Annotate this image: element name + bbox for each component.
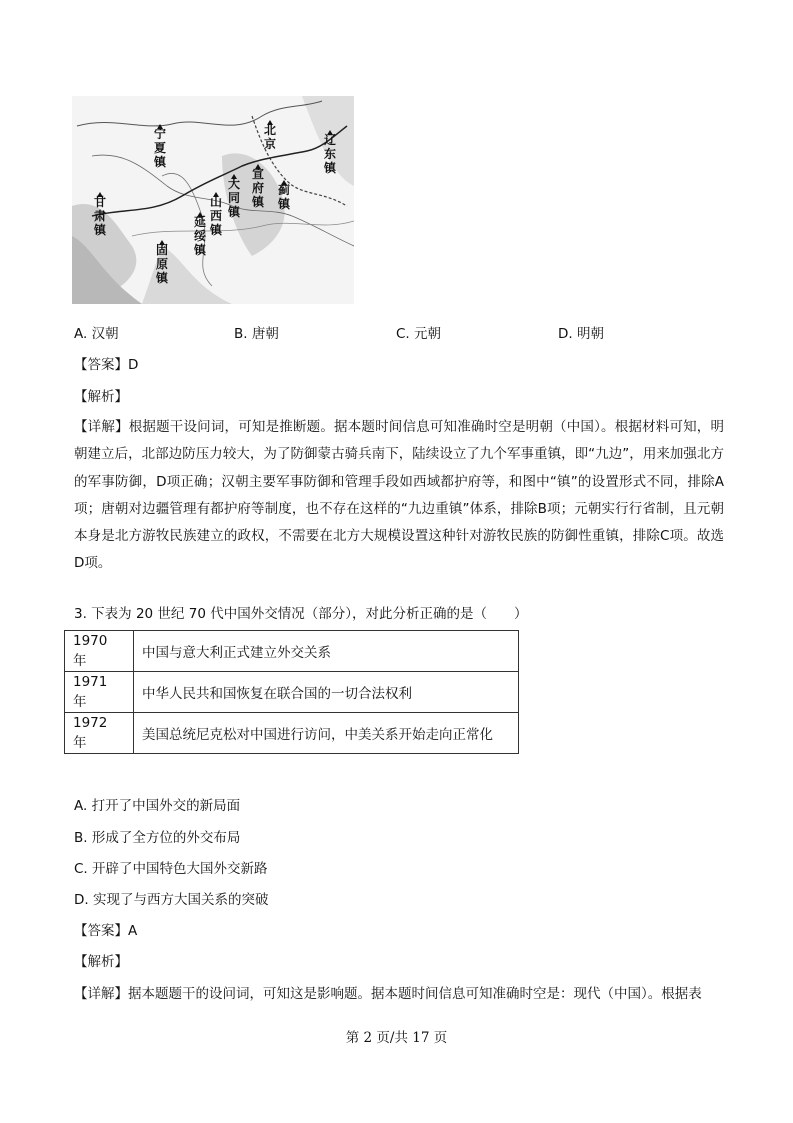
map-label-char: 山 <box>210 195 223 209</box>
map-label-char: 镇 <box>94 223 107 237</box>
map-label-char: 甘 <box>94 195 107 209</box>
table-cell-event: 美国总统尼克松对中国进行访问，中美关系开始走向正常化 <box>134 713 519 754</box>
table-cell-year: 1970 年 <box>65 631 134 672</box>
map-label-char: 原 <box>156 257 169 271</box>
q2-option-d: D. 明朝 <box>558 326 604 342</box>
q3-detail-explanation: 【详解】据本题题干的设问词，可知这是影响题。据本题时间信息可知准确时空是：现代（中国）。根据表 <box>74 986 702 1002</box>
map-label-char: 固 <box>156 243 169 257</box>
map-label-char: 镇 <box>278 197 291 211</box>
q3-option-c: C. 开辟了中国特色大国外交新路 <box>74 861 268 877</box>
page-footer: 第 2 页/共 17 页 <box>345 1030 448 1046</box>
ming-nine-frontier-map <box>72 96 354 304</box>
map-label-char: 延 <box>194 215 207 229</box>
map-label-char: 同 <box>228 191 241 205</box>
map-label-char: 镇 <box>324 161 337 175</box>
table-row <box>65 631 519 672</box>
table-cell-year: 1972 年 <box>65 713 134 754</box>
q3-option-a: A. 打开了中国外交的新局面 <box>74 798 241 814</box>
map-label-char: 镇 <box>156 271 169 285</box>
map-label-char: 肃 <box>94 209 107 223</box>
map-label-char: 辽 <box>324 133 337 147</box>
q2-option-a: A. 汉朝 <box>74 326 119 342</box>
q2-answer: 【答案】D <box>74 357 139 373</box>
q2-option-b: B. 唐朝 <box>234 326 279 342</box>
map-label-char: 大 <box>228 177 241 191</box>
map-label-char: 镇 <box>252 195 265 209</box>
q3-option-b: B. 形成了全方位的外交布局 <box>74 830 241 846</box>
q2-analysis-heading: 【解析】 <box>74 389 128 405</box>
map-label-char: 镇 <box>210 223 223 237</box>
map-label-char: 镇 <box>154 155 167 169</box>
diplomacy-table <box>64 630 519 754</box>
table-row <box>65 672 519 713</box>
table-cell-event: 中国与意大利正式建立外交关系 <box>134 631 519 672</box>
table-cell-year: 1971 年 <box>65 672 134 713</box>
q3-option-d: D. 实现了与西方大国关系的突破 <box>74 892 269 908</box>
map-label-char: 京 <box>264 137 277 151</box>
map-label-char: 镇 <box>228 205 241 219</box>
map-label-char: 镇 <box>194 243 207 257</box>
q3-answer: 【答案】A <box>74 923 138 939</box>
map-label-char: 绥 <box>194 229 207 243</box>
table-cell-event: 中华人民共和国恢复在联合国的一切合法权利 <box>134 672 519 713</box>
map-label-char: 夏 <box>154 141 167 155</box>
map-label-char: 西 <box>210 209 223 223</box>
table-row <box>65 713 519 754</box>
map-label-char: 宣 <box>252 167 265 181</box>
map-label-char: 蓟 <box>278 183 291 197</box>
q3-analysis-heading: 【解析】 <box>74 954 128 970</box>
map-label-char: 宁 <box>154 127 167 141</box>
map-label-char: 府 <box>252 181 265 195</box>
q3-stem: 3. 下表为 20 世纪 70 代中国外交情况（部分），对此分析正确的是（ ） <box>74 606 528 622</box>
map-label-char: 东 <box>324 147 337 161</box>
map-label-char: 北 <box>264 123 277 137</box>
q2-option-c: C. 元朝 <box>396 326 442 342</box>
q2-detail-explanation: 【详解】根据题干设问词，可知是推断题。据本题时间信息可知准确时空是明朝（中国）。根据材料可知，明朝建立后，北部边防压力较大，为了防御蒙古骑兵南下，陆续设立了九个军事重镇，即“九边”，用来加强北方的军事防御，D项正确；汉朝主要军事防御和管理手段如西域都护府等，和图中“镇”的设置形式不同，排除A项；唐朝对边疆管理有都护府等制度，也不存在这样的“九边重镇”体系，排除B项；元朝实行行省制，且元朝本身是北方游牧民族建立的政权，不需要在北方大规模设置这种针对游牧民族的防御性重镇，排除C项。故选D项。 <box>74 419 724 572</box>
